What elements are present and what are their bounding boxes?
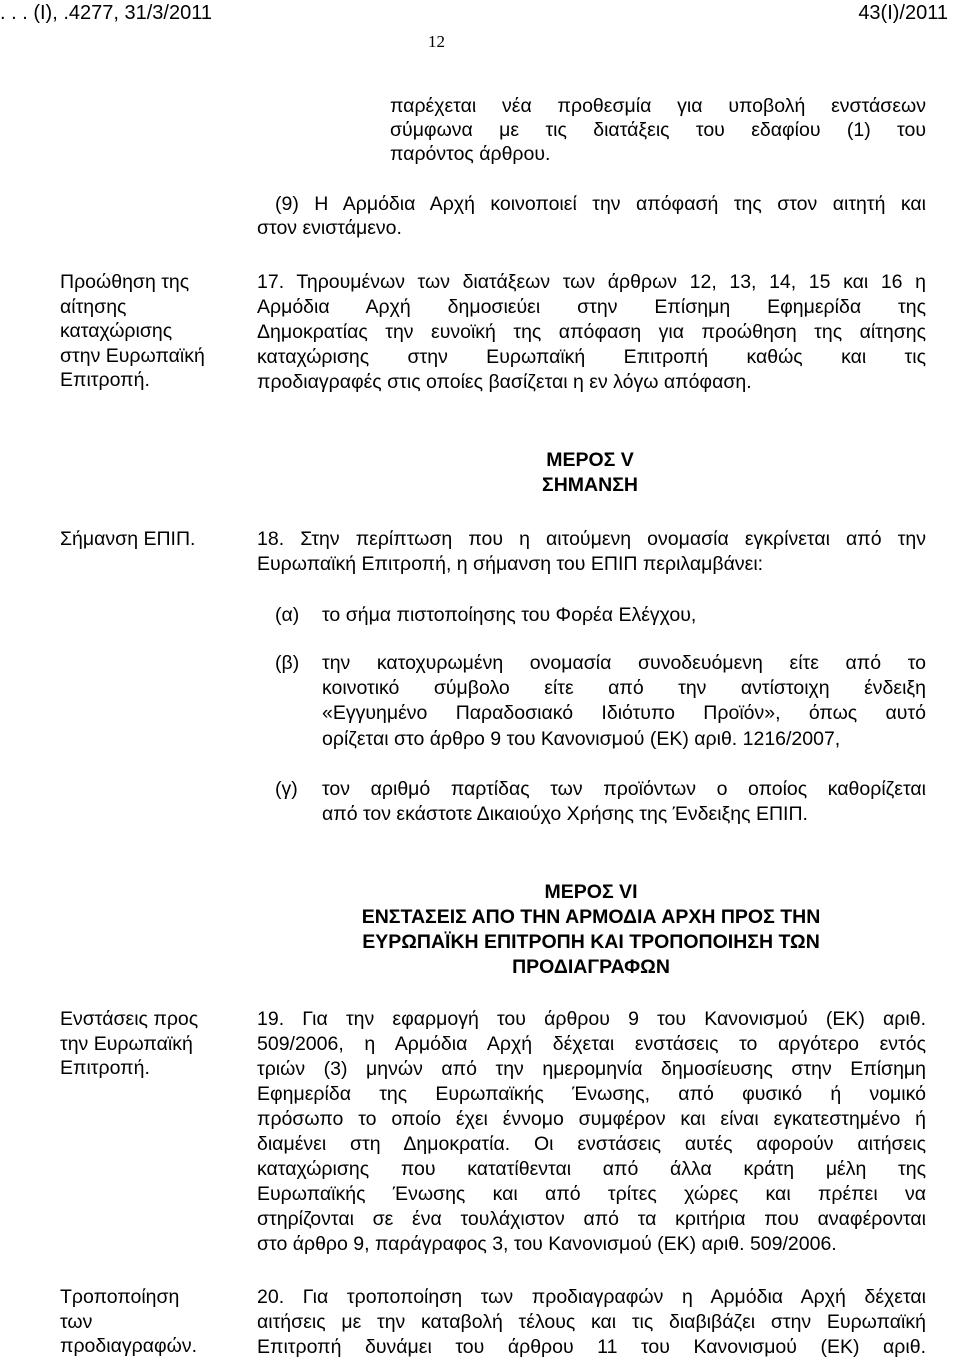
list-item-line: κοινοτικό σύμβολο είτε από την αντίστοιχη ένδειξη <box>322 677 926 699</box>
body-line: καταχώρισης στην Ευρωπαϊκή Επιτροπή καθώς και τις <box>257 346 926 368</box>
body-line: τριών (3) μηνών από την ημερομηνία δημοσίευσης στην Επίσημη <box>257 1058 926 1080</box>
page-number: 12 <box>428 32 445 51</box>
body-line: στο άρθρο 9, παράγραφος 3, του Κανονισμού (ΕΚ) αριθ. 509/2006. <box>257 1233 837 1255</box>
body-line: καταχώρισης που κατατίθενται από άλλα κράτη μέλη της <box>257 1158 926 1180</box>
margin-heading-section-17: Προώθηση της αίτησης καταχώρισης στην Ευρωπαϊκή Επιτροπή. <box>60 271 205 391</box>
body-line: παρέχεται νέα προθεσμία για υποβολή ενστάσεων <box>390 95 926 117</box>
margin-heading-section-18: Σήμανση ΕΠΙΠ. <box>60 528 196 550</box>
margin-heading-section-20: Τροποποίηση των προδιαγραφών. <box>60 1286 198 1357</box>
part-subheading: ΕΥΡΩΠΑΪΚΗ ΕΠΙΤΡΟΠΗ ΚΑΙ ΤΡΟΠΟΠΟΙΗΣΗ ΤΩΝ <box>362 931 820 953</box>
body-line: 509/2006, η Αρμόδια Αρχή δέχεται ενστάσεις το αργότερο εντός <box>257 1033 926 1055</box>
body-line: Εφημερίδα της Ευρωπαϊκής Ένωσης, από φυσικό ή νομικό <box>257 1083 926 1105</box>
body-line: αιτήσεις με την καταβολή τέλους και τις διαβιβάζει στην Ευρωπαϊκή <box>257 1311 926 1333</box>
margin-heading-section-19: Ενστάσεις προς την Ευρωπαϊκή Επιτροπή. <box>60 1008 199 1079</box>
list-item-line: ορίζεται στο άρθρο 9 του Κανονισμού (ΕΚ) αριθ. 1216/2007, <box>322 728 841 750</box>
list-item-line: την κατοχυρωμένη ονομασία συνοδευόμενη είτε από το <box>322 652 926 674</box>
body-line: παρόντος άρθρου. <box>390 143 551 165</box>
body-line: στον ενιστάμενο. <box>257 217 402 239</box>
body-line: Ευρωπαϊκή Επιτροπή, η σήμανση του ΕΠΙΠ περιλαμβάνει: <box>257 553 764 575</box>
list-item-line: «Εγγυημένο Παραδοσιακό Ιδιότυπο Προϊόν», όπως αυτό <box>322 702 926 724</box>
part-subheading: ΕΝΣΤΑΣΕΙΣ ΑΠΟ ΤΗΝ ΑΡΜΟΔΙΑ ΑΡΧΗ ΠΡΟΣ ΤΗΝ <box>361 906 821 928</box>
body-line: Αρμόδια Αρχή δημοσιεύει στην Επίσημη Εφημερίδα της <box>257 296 926 318</box>
body-line: διαμένει στη Δημοκρατία. Οι ενστάσεις αυτές αφορούν αιτήσεις <box>257 1133 926 1155</box>
body-line: στηρίζονται σε ένα τουλάχιστον από τα κριτήρια που αναφέρονται <box>257 1208 926 1230</box>
part-subheading: ΠΡΟΔΙΑΓΡΑΦΩΝ <box>512 956 670 978</box>
list-item-label: (γ) <box>275 778 298 800</box>
body-line: 18. Στην περίπτωση που η αιτούμενη ονομασία εγκρίνεται από την <box>257 528 926 550</box>
header-gazette-reference: . . . (Ι), .4277, 31/3/2011 <box>0 2 212 24</box>
list-item-line: τον αριθμό παρτίδας των προϊόντων ο οποίος καθορίζεται <box>322 778 926 800</box>
part-heading: ΜΕΡΟΣ VI <box>544 881 638 903</box>
list-item-label: (β) <box>275 652 300 674</box>
body-line: προδιαγραφές στις οποίες βασίζεται η εν λόγω απόφαση. <box>257 371 752 393</box>
list-item-label: (α) <box>275 604 300 626</box>
body-line: 17. Τηρουμένων των διατάξεων των άρθρων 12, 13, 14, 15 και 16 η <box>257 271 926 293</box>
part-heading: ΜΕΡΟΣ V <box>546 449 634 471</box>
header-law-number: 43(Ι)/2011 <box>858 2 948 24</box>
body-line: Δημοκρατίας την ευνοϊκή της απόφαση για προώθηση της αίτησης <box>257 321 926 343</box>
body-line: 19. Για την εφαρμογή του άρθρου 9 του Κανονισμού (ΕΚ) αριθ. <box>257 1008 926 1030</box>
body-line: (9) Η Αρμόδια Αρχή κοινοποιεί την απόφασή της στον αιτητή και <box>275 193 926 215</box>
list-item-line: το σήμα πιστοποίησης του Φορέα Ελέγχου, <box>322 604 697 626</box>
body-line: 20. Για τροποποίηση των προδιαγραφών η Αρμόδια Αρχή δέχεται <box>257 1286 926 1308</box>
part-subheading: ΣΗΜΑΝΣΗ <box>542 474 638 496</box>
body-line: Επιτροπή δυνάμει του άρθρου 11 του Κανονισμού (ΕΚ) αριθ. <box>257 1336 926 1358</box>
body-line: σύμφωνα με τις διατάξεις του εδαφίου (1) του <box>390 119 926 141</box>
body-line: πρόσωπο το οποίο έχει έννομο συμφέρον και είναι εγκατεστημένο ή <box>257 1108 926 1130</box>
list-item-line: από τον εκάστοτε Δικαιούχο Χρήσης της Ένδειξης ΕΠΙΠ. <box>322 803 808 825</box>
body-line: Ευρωπαϊκής Ένωσης και από τρίτες χώρες και πρέπει να <box>257 1183 926 1205</box>
